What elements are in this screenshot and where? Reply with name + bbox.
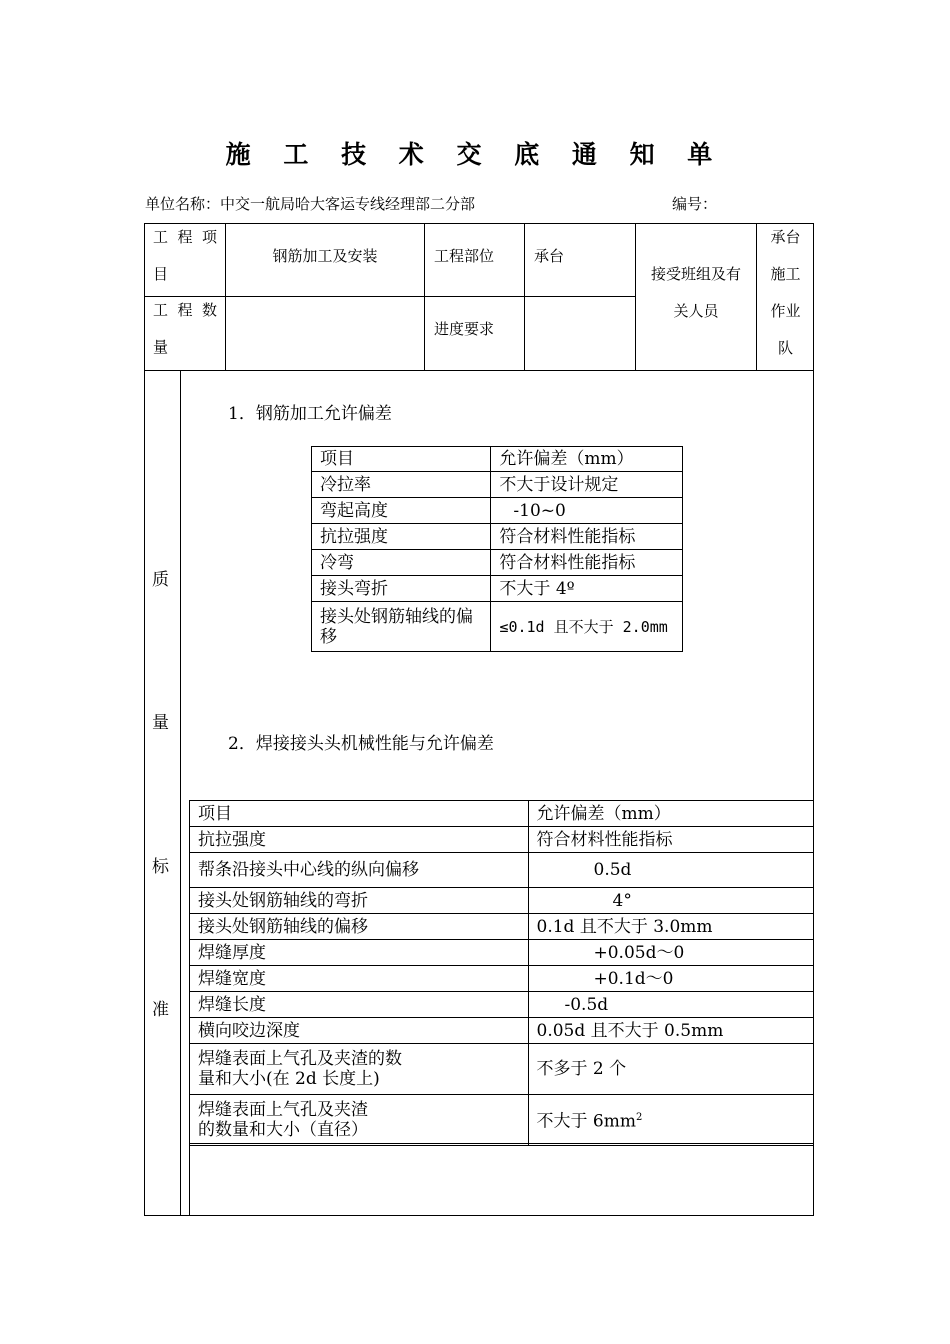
table-bottom-line: [189, 1143, 814, 1144]
document-number-label: 编号：: [672, 195, 718, 213]
side-column-line: [180, 370, 181, 1216]
header-cell: 允许偏差（mm）: [528, 801, 814, 827]
table-row: [190, 914, 814, 940]
table-row: [312, 602, 683, 652]
table-row: [190, 853, 814, 888]
receiver-line: 施工: [770, 265, 801, 283]
side-label: 质: [152, 570, 169, 590]
receiver-value: [757, 219, 814, 367]
item-cell: 接头处钢筋轴线的偏移: [312, 602, 491, 652]
rebar-tolerance-table: [311, 446, 683, 652]
table-row: [312, 524, 683, 550]
side-label: 准: [152, 1000, 169, 1020]
table-row: [190, 888, 814, 914]
value-cell: 不多于 2 个: [528, 1044, 814, 1095]
progress-label: 进度要求: [434, 320, 495, 338]
value-cell: +0.1d～0: [528, 966, 814, 992]
value-cell: 符合材料性能指标: [491, 524, 683, 550]
receiver-line: 作业: [770, 302, 801, 320]
value-cell: 4°: [528, 888, 814, 914]
table-tail-line: [189, 1143, 190, 1216]
table-row: [312, 472, 683, 498]
side-label: 量: [152, 713, 169, 733]
value-cell: 符合材料性能指标: [528, 827, 814, 853]
table-row: [190, 940, 814, 966]
section2-title: 2．焊接接头头机械性能与允许偏差: [228, 734, 494, 754]
value-cell: -0.5d: [528, 992, 814, 1018]
receiver-line: 承台: [770, 228, 801, 246]
item-cell: 冷拉率: [312, 472, 491, 498]
quantity-label: 工 程 数 量: [153, 301, 217, 356]
receiver-line: 队: [777, 339, 793, 357]
header-cell: 允许偏差（mm）: [491, 447, 683, 472]
value-cell: ≤0.1d 且不大于 2.0mm: [491, 602, 683, 652]
value-cell: 符合材料性能指标: [491, 550, 683, 576]
table-row: [190, 1018, 814, 1044]
item-cell: 焊缝表面上气孔及夹渣的数量和大小（直径）: [190, 1095, 529, 1146]
header-cell: 项目: [190, 801, 529, 827]
header-cell: 项目: [312, 447, 491, 472]
location-label: 工程部位: [434, 247, 495, 265]
value-cell: +0.05d～0: [528, 940, 814, 966]
receiver-label: 接受班组及有关人员: [650, 265, 741, 320]
header-bottom-line: [144, 370, 814, 371]
page-title: 施 工 技 术 交 底 通 知 单: [225, 140, 725, 169]
value-cell: 0.1d 且不大于 3.0mm: [528, 914, 814, 940]
item-cell: 接头处钢筋轴线的偏移: [190, 914, 529, 940]
location-value: 承台: [534, 247, 565, 265]
item-cell: 焊缝厚度: [190, 940, 529, 966]
value-cell: 0.05d 且不大于 0.5mm: [528, 1018, 814, 1044]
item-cell: 接头处钢筋轴线的弯折: [190, 888, 529, 914]
value-cell: 0.5d: [528, 853, 814, 888]
item-cell: 焊缝表面上气孔及夹渣的数量和大小(在 2d 长度上): [190, 1044, 529, 1095]
item-cell: 冷弯: [312, 550, 491, 576]
col-line-2: [424, 223, 425, 370]
table-row: [190, 992, 814, 1018]
table-row: [190, 966, 814, 992]
value-cell: -10~0: [491, 498, 683, 524]
welding-tolerance-table: [189, 800, 814, 1146]
table-row: [190, 1095, 814, 1146]
item-cell: 弯起高度: [312, 498, 491, 524]
section1-title: 1．钢筋加工允许偏差: [228, 404, 392, 424]
side-label: 标: [152, 857, 169, 877]
value-cell: 不大于设计规定: [491, 472, 683, 498]
table-header-row: [190, 801, 814, 827]
value-cell: [528, 1095, 814, 1146]
item-cell: 焊缝长度: [190, 992, 529, 1018]
table-row: [190, 1044, 814, 1095]
item-cell: 帮条沿接头中心线的纵向偏移: [190, 853, 529, 888]
item-cell: 焊缝宽度: [190, 966, 529, 992]
project-item-label: 工 程 项 目: [153, 228, 217, 283]
table-row: [190, 827, 814, 853]
unit-name: 单位名称：中交一航局哈大客运专线经理部二分部: [145, 195, 476, 213]
superscript: 2: [635, 1112, 643, 1124]
value-cell: 不大于 4º: [491, 576, 683, 602]
header-divider: [144, 296, 636, 297]
project-item-value: 钢筋加工及安装: [272, 247, 378, 265]
item-cell: 抗拉强度: [312, 524, 491, 550]
item-cell: 接头弯折: [312, 576, 491, 602]
value-text: 不大于 6mm: [536, 1111, 636, 1132]
col-line-3: [524, 223, 525, 370]
item-cell: 横向咬边深度: [190, 1018, 529, 1044]
col-line-4: [635, 223, 636, 370]
item-cell: 抗拉强度: [190, 827, 529, 853]
table-row: [312, 550, 683, 576]
table-header-row: [312, 447, 683, 472]
table-row: [312, 576, 683, 602]
table-row: [312, 498, 683, 524]
